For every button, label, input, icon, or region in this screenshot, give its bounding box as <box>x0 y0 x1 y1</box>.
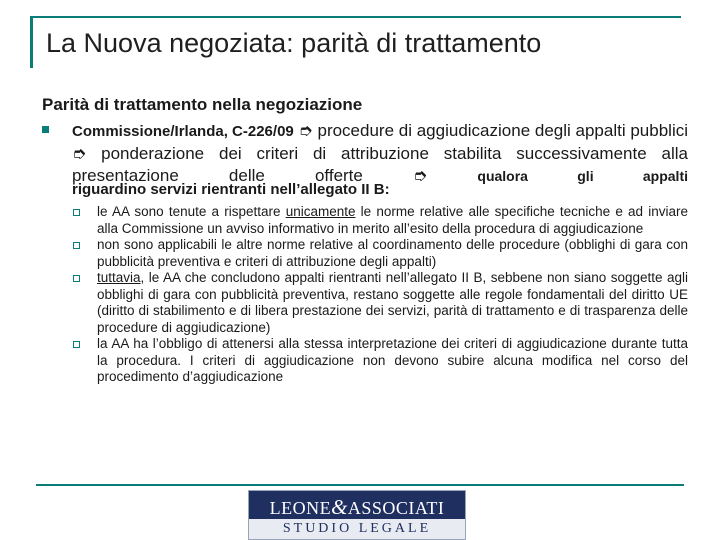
main-point-text <box>72 120 688 187</box>
main-point-part-b: ponderazione dei criteri di attribuzione stabilita successivamente alla presentazione delle offerte <box>72 144 688 185</box>
underlined-text: unicamente <box>285 204 356 219</box>
checkbox-bullet-icon <box>73 242 80 249</box>
logo-text: ASSOCIATI <box>347 498 445 518</box>
list-item-text: non sono applicabili le altre norme relative al coordinamento delle procedure (obblighi di gara con pubblicità preventiva e criteri di attribuzione degli appalti) <box>97 237 688 269</box>
main-point-last-line: riguardino servizi rientranti nell’allegato II B: <box>72 181 390 198</box>
logo-ampersand: & <box>331 495 348 519</box>
main-point-part-a: procedure di aggiudicazione degli appalti pubblici <box>317 121 688 140</box>
list-item <box>72 237 688 270</box>
list-item-text: la AA ha l’obbligo di attenersi alla stessa interpretazione dei criteri di aggiudicazione durante tutta la procedura. I criteri di aggiudicazione non devono subire alcuna modifica nel corso del procedimento d’aggiudicazione <box>97 336 688 384</box>
case-reference: Commissione/Irlanda, C‑226/09 <box>72 123 294 140</box>
section-heading: Parità di trattamento nella negoziazione <box>42 95 363 114</box>
logo-subtitle: STUDIO LEGALE <box>249 519 465 539</box>
arrow-icon: ➮ <box>72 144 87 163</box>
footer-divider <box>36 484 684 486</box>
arrow-icon: ➮ <box>298 121 313 140</box>
logo-text: LEONE <box>269 498 332 518</box>
list-item-text: le AA sono tenute a rispettare <box>97 204 286 219</box>
main-point-part-c: qualora gli appalti <box>477 168 688 184</box>
list-item <box>72 270 688 336</box>
list-item <box>72 336 688 386</box>
square-bullet-icon <box>42 126 49 133</box>
checkbox-bullet-icon <box>73 341 80 348</box>
sub-list <box>72 204 688 386</box>
logo-name <box>249 495 465 520</box>
list-item <box>72 204 688 237</box>
list-item-text: le norme relative alle specifiche tecniche e ad inviare alla Commissione un avviso informativo in merito all’esito della procedura di aggiudicazione <box>97 204 688 236</box>
arrow-icon: ➮ <box>413 166 428 185</box>
main-point <box>42 120 688 187</box>
underlined-text: tuttavia <box>97 270 141 285</box>
checkbox-bullet-icon <box>73 275 80 282</box>
checkbox-bullet-icon <box>73 209 80 216</box>
list-item-text: , le AA che concludono appalti rientranti nell’allegato II B, sebbene non siano soggette agli obblighi di gara con pubblicità preventiva, restano soggette alle regole fondamentali del diritto UE (diritto di stabilimento e di libera prestazione dei servizi, parità di trattamento e di trasparenza delle procedure di aggiudicazione) <box>97 270 688 335</box>
company-logo <box>248 490 466 540</box>
page-title: La Nuova negoziata: parità di trattamento <box>46 28 542 58</box>
